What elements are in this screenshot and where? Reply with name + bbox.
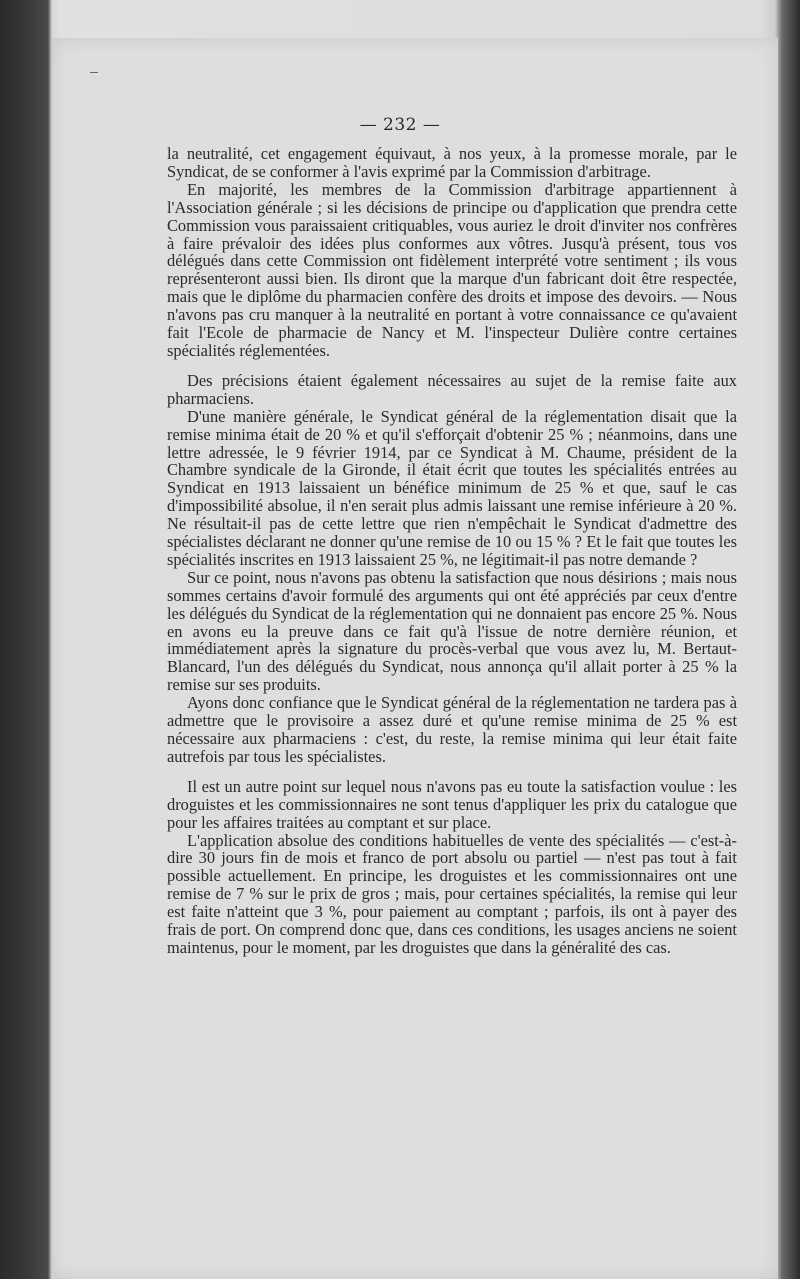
paragraph: Ayons donc confiance que le Syndicat général de la réglementation ne tardera pas à admettre que le provisoire a assez duré et qu'une remise minima de 25 % est nécessaire aux pharmaciens : c'est, du reste, la remise minima qui leur était faite autrefois par tous les spécialistes. bbox=[167, 693, 737, 766]
paragraph: la neutralité, cet engagement équivaut, à nos yeux, à la promesse morale, par le Syndicat, de se conformer à l'avis exprimé par la Commission d'arbitrage. bbox=[167, 144, 737, 181]
paragraph: Sur ce point, nous n'avons pas obtenu la satisfaction que nous désirions ; mais nous sommes certains d'avoir formulé des arguments qui ont été appréciés par ceux d'entre les délégués du Syndicat de la réglementation qui ne donnaient pas encore 25 %. Nous en avons eu la preuve dans ce fait qu'à l'issue de notre dernière réunion, et immédiatement après la signature du procès-verbal que vous avez lu, M. Bertaut-Blancard, l'un des délégués du Syndicat, nous annonça qu'il allait porter à 25 % la remise sur ses produits. bbox=[167, 567, 737, 695]
page-number: — 232 — bbox=[359, 115, 441, 135]
paragraph: Des précisions étaient également nécessaires au sujet de la remise faite aux pharmaciens. bbox=[167, 370, 737, 408]
paragraph: Il est un autre point sur lequel nous n'avons pas eu toute la satisfaction voulue : les droguistes et les commissionnaires ne sont tenus d'appliquer les prix du catalogue que pour les affaires traitées au comptant et sur place. bbox=[167, 776, 737, 832]
paragraph: L'application absolue des conditions habituelles de vente des spécialités — c'est-à-dire 30 jours fin de mois et franco de port absolu ou partiel — n'est pas tout à fait possible actuellement. En principe, les droguistes et les commissionnaires ont une remise de 7 % sur le prix de gros ; mais, pour certaines spécialités, la remise qui leur est faite n'atteint que 3 %, pour paiement au comptant ; parfois, ils ont à payer des frais de port. On comprend donc que, dans ces conditions, les usages anciens ne soient maintenus, pour le moment, par les droguistes que dans la généralité des cas. bbox=[167, 830, 737, 957]
paragraph: En majorité, les membres de la Commission d'arbitrage appartiennent à l'Association générale ; si les décisions de principe ou d'application que prendra cette Commission vous paraissaient critiquables, vous auriez le droit d'inviter nos confrères à faire prévaloir des idées plus conformes aux vôtres. Jusqu'à présent, tous vos délégués dans cette Commission ont fidèlement interprété votre sentiment ; ils vous représenteront aussi bien. Ils diront que la marque d'un fabricant doit être respectée, mais que le diplôme du pharmacien confère des droits et impose des devoirs. — Nous n'avons pas cru manquer à la neutralité en portant à votre connaissance ce qu'avaient fait l'Ecole de pharmacie de Nancy et M. l'inspecteur Dulière contre certaines spécialités réglementées. bbox=[167, 179, 737, 360]
margin-mark bbox=[90, 72, 98, 73]
body-text bbox=[167, 145, 737, 957]
paragraph: D'une manière générale, le Syndicat général de la réglementation disait que la remise minima était de 20 % et qu'il s'efforçait d'obtenir 25 % ; néanmoins, dans une lettre adressée, le 9 février 1914, par ce Syndicat à M. Chaume, président de la Chambre syndicale de la Gironde, il était écrit que toutes les spécialités entrées au Syndicat en 1913 laissaient un bénéfice minimum de 25 % et que, sauf le cas d'impossibilité absolue, il n'en serait plus admis laissant une remise inférieure à 20 %. Ne résultait-il pas de cette lettre que rien n'empêchait le Syndicat d'admettre des spécialistes déclarant ne donner qu'une remise de 10 ou 15 % ? Et le fait que toutes les spécialités inscrites en 1913 laissaient 25 %, ne légitimait-il pas notre demande ? bbox=[167, 406, 737, 569]
